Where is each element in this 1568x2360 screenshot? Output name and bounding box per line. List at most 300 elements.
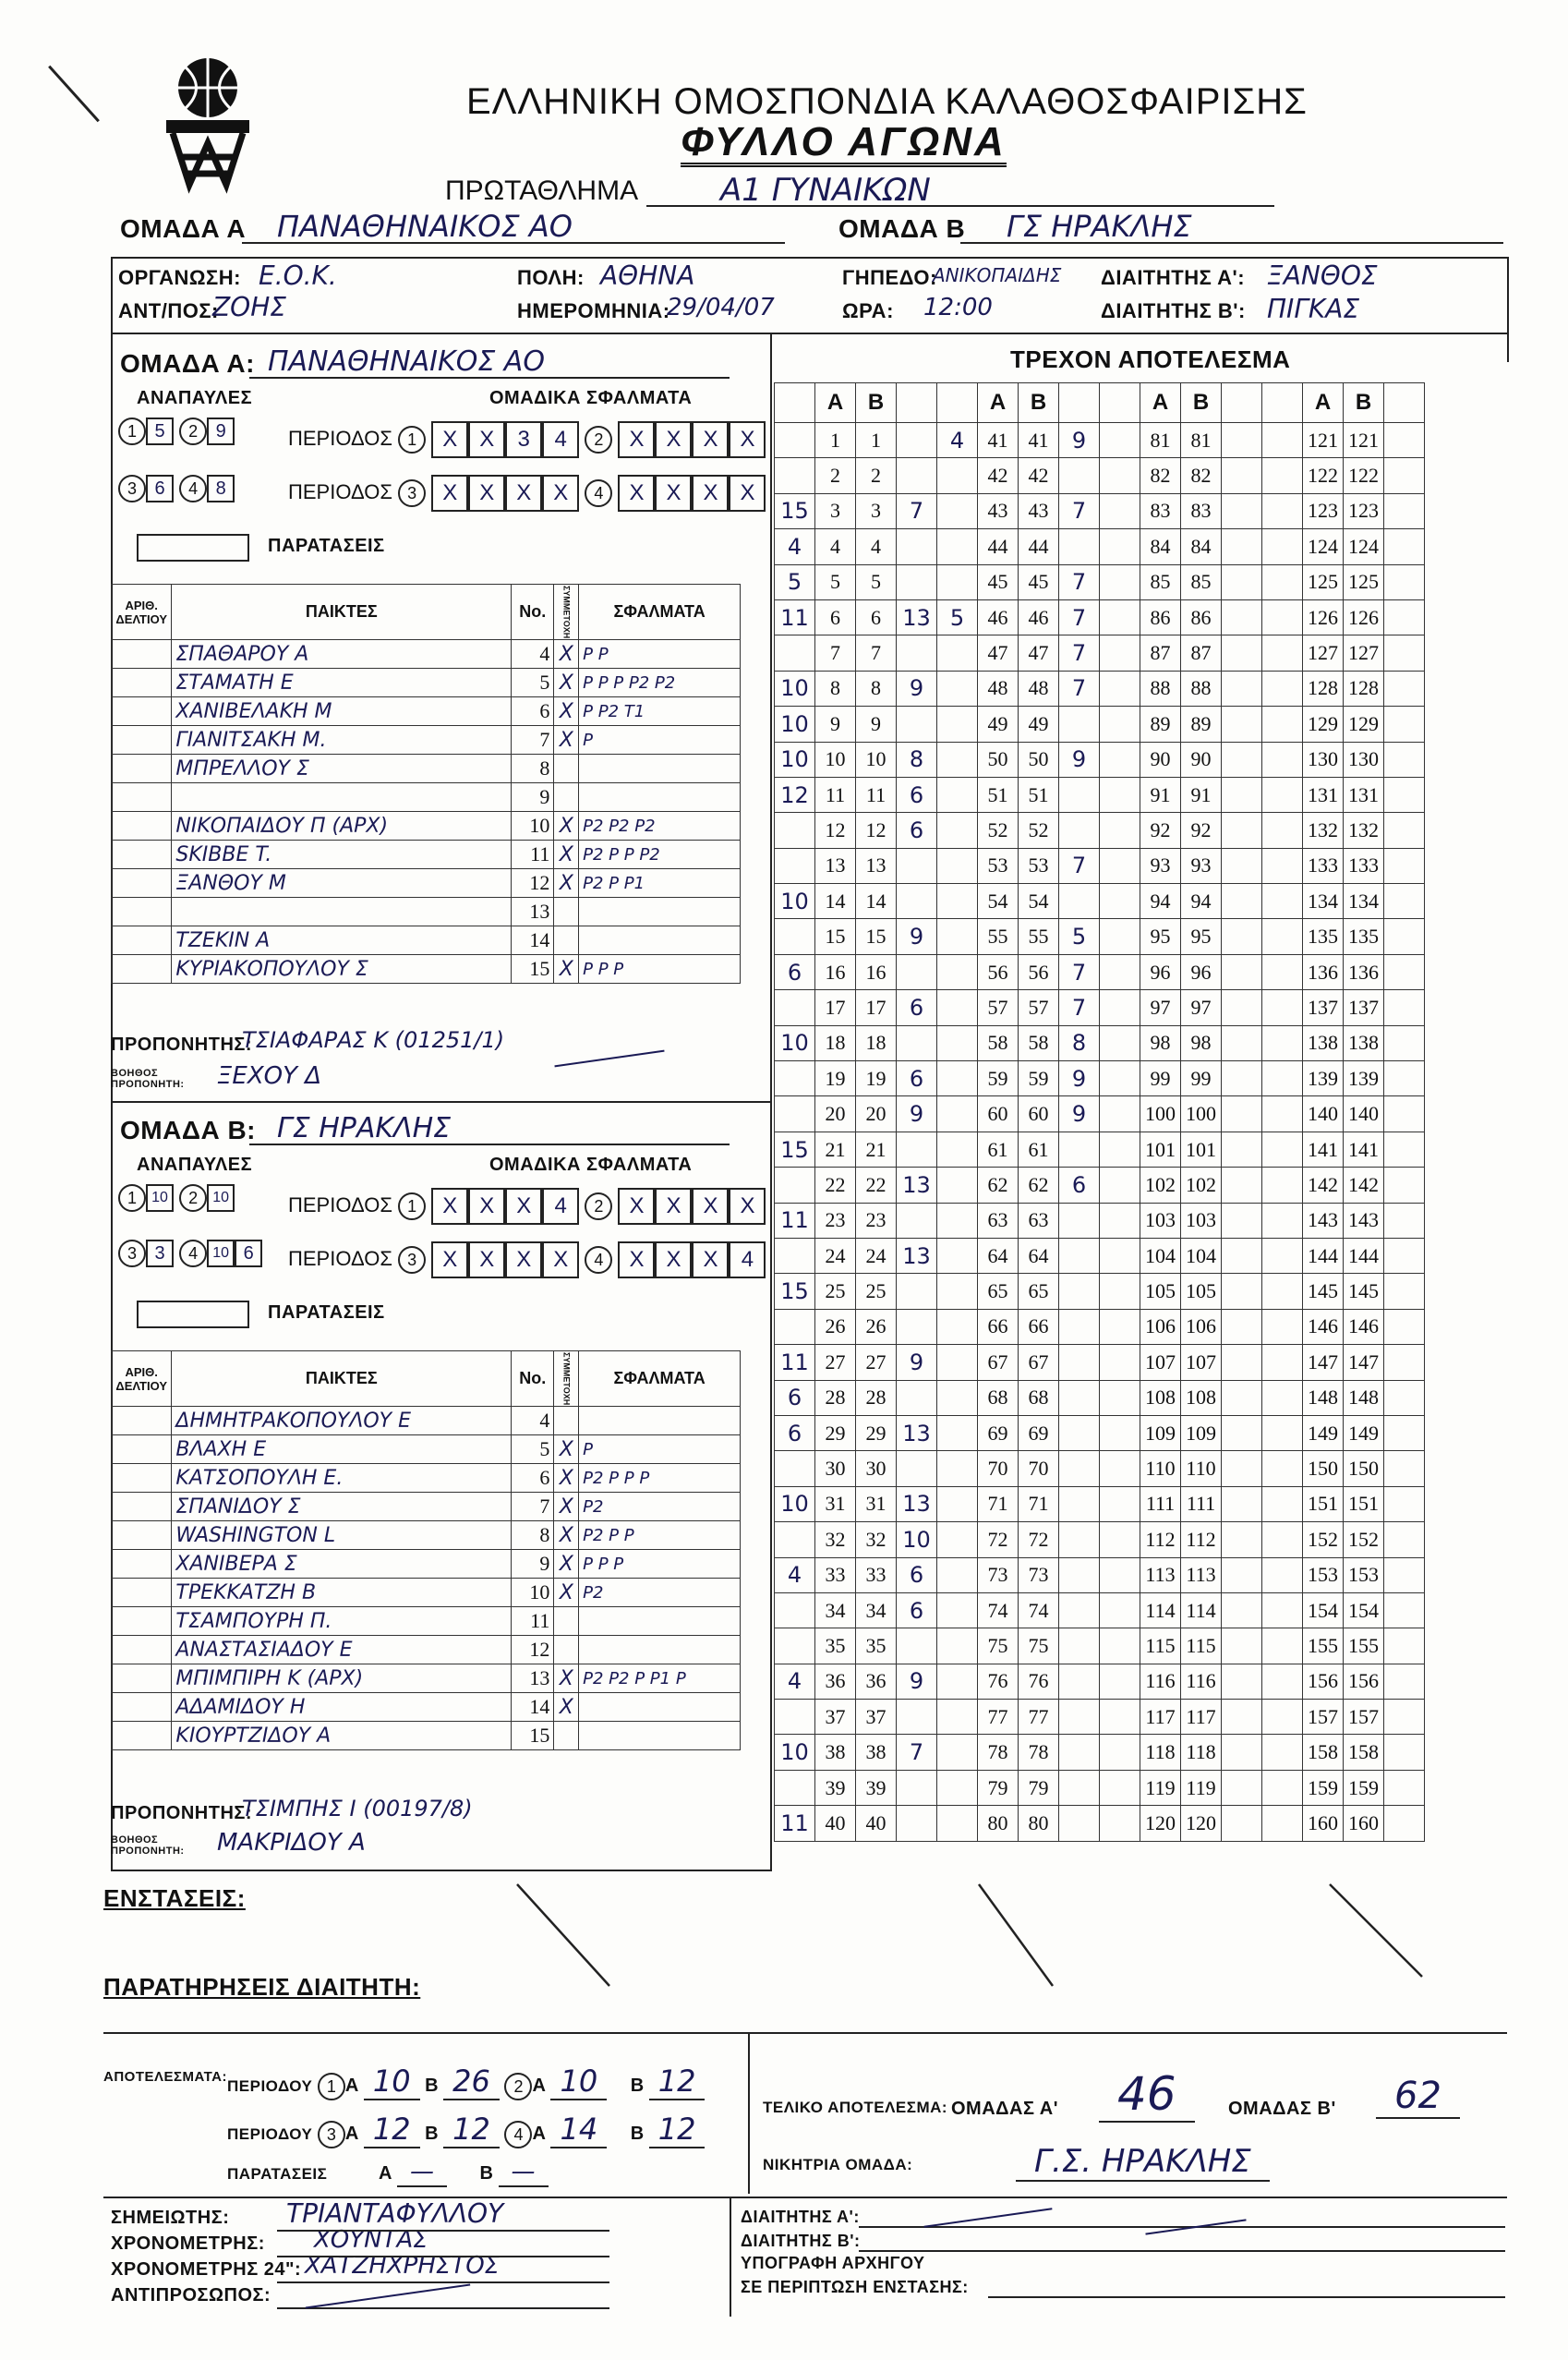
- score-a-cell: 43: [978, 493, 1019, 528]
- score-row: [775, 813, 1425, 848]
- score-row: [775, 1238, 1425, 1273]
- score-a-cell: 76: [978, 1664, 1019, 1699]
- score-a-cell: 98: [1140, 1025, 1181, 1060]
- scorer-a-mark: [937, 990, 978, 1025]
- score-a-cell: 101: [1140, 1132, 1181, 1167]
- referee1-signature: [924, 2208, 1053, 2227]
- score-b-cell: 37: [856, 1700, 897, 1735]
- scorer-b-mark: [1222, 599, 1262, 635]
- team-a-player-name: [172, 898, 512, 926]
- team-b-player-fouls: [579, 1407, 741, 1435]
- scorer-b-mark: [1384, 813, 1425, 848]
- scorer-a-mark: 5: [937, 599, 978, 635]
- team-a-block-name: ΠΑΝΑΘΗΝΑΙΚΟΣ ΑΟ: [268, 345, 545, 378]
- score-a-cell: 91: [1140, 777, 1181, 812]
- scorer-a-mark: [937, 777, 978, 812]
- score-b-cell: 15: [856, 919, 897, 954]
- score-b-cell: 11: [856, 777, 897, 812]
- team-b-block-name: ΓΣ ΗΡΑΚΛΗΣ: [277, 1112, 452, 1144]
- scorer-b-mark: [1059, 1415, 1100, 1450]
- scorer-b-mark: [1384, 1557, 1425, 1592]
- scorer-b-mark: [1384, 599, 1425, 635]
- scorer-b-mark: 7: [1059, 599, 1100, 635]
- score-b-cell: 112: [1181, 1522, 1222, 1557]
- score-b-cell: 61: [1019, 1132, 1059, 1167]
- score-b-cell: 130: [1344, 742, 1384, 777]
- score-a-cell: 24: [815, 1238, 856, 1273]
- scorer-a-mark: 6: [775, 1380, 815, 1415]
- scorer-a-mark: [1262, 919, 1303, 954]
- score-b-cell: 34: [856, 1592, 897, 1628]
- scorer-b-mark: [1059, 1274, 1100, 1309]
- scorer-a-mark: [1100, 635, 1140, 671]
- score-b-cell: 47: [1019, 635, 1059, 671]
- team-b-players-table: ΑΡΙΘ. ΔΕΛΤΙΟΥ ΠΑΙΚΤΕΣ No. ΣΥΜΜΕΤΟΧΗ ΣΦΑΛΜΑΤΑ ΔΗΜΗΤΡΑΚΟΠΟΥΛΟΥ Ε 4 ΒΛΑΧΗ Ε 5 X P ΚΑΤΣΟΠΟΥΛΗ Ε. 6 X P2 P P P ΣΠΑΝΙΔΟΥ Σ 7 X P2 WASHINGTON L 8 X P2 P P ΧΑΝΙΒΕΡΑ Σ 9 X P P P ΤΡΕΚΚΑΤΖΗ Β 10 X P2 ΤΣΑΜΠΟΥΡΗ Π. 11 ΑΝΑΣΤΑΣΙΑΔΟΥ Ε 12 ΜΠΙΜΠΙΡΗ Κ (ΑΡΧ) 13 X P2 P2 P P1 P ΑΔΑΜΙΔΟΥ Η 14 X ΚΙΟΥΡΤΖΙΔΟΥ Α 15: [111, 1350, 741, 1750]
- scorer-b-mark: 6: [897, 813, 937, 848]
- scorer-b-mark: [897, 564, 937, 599]
- team-b-player-fouls: [579, 1607, 741, 1636]
- scorer-b-mark: [1384, 1238, 1425, 1273]
- score-a-cell: 26: [815, 1309, 856, 1344]
- score-a-cell: 138: [1303, 1025, 1344, 1060]
- scorer-b-mark: 9: [897, 919, 937, 954]
- score-a-cell: 109: [1140, 1415, 1181, 1450]
- pen-mark: [48, 66, 100, 122]
- score-a-cell: 52: [978, 813, 1019, 848]
- score-b-cell: 39: [856, 1770, 897, 1805]
- score-b-cell: 19: [856, 1061, 897, 1096]
- team-a-player-row: [112, 898, 741, 926]
- scorer-a-mark: [1100, 1700, 1140, 1735]
- team-b-fouls-p1: ΠΕΡΙΟΔΟΣ 1 X X X 4 2 X X X X: [288, 1188, 766, 1225]
- scorer-a-mark: [1100, 990, 1140, 1025]
- team-b-player-row: [112, 1579, 741, 1607]
- score-a-cell: 67: [978, 1345, 1019, 1380]
- timer24-label: ΧΡΟΝΟΜΕΤΡΗΣ 24":: [111, 2259, 302, 2280]
- score-a-cell: 87: [1140, 635, 1181, 671]
- scorer-a-mark: [775, 1309, 815, 1344]
- score-b-cell: 124: [1344, 529, 1384, 564]
- scorer-b-mark: [1384, 990, 1425, 1025]
- score-a-cell: 73: [978, 1557, 1019, 1592]
- score-b-cell: 8: [856, 671, 897, 706]
- venue-value: ΑΝΙΚΟΠΑΙΔΗΣ: [933, 264, 1062, 286]
- scorer-a-mark: [1262, 529, 1303, 564]
- score-b-cell: 79: [1019, 1770, 1059, 1805]
- scorer-a-mark: [1262, 1132, 1303, 1167]
- team-b-assistant-label: ΒΟΗΘΟΣ ΠΡΟΠΟΝΗΤΗ:: [111, 1834, 185, 1857]
- scorer-a-mark: [1262, 707, 1303, 742]
- results-label: ΑΠΟΤΕΛΕΣΜΑΤΑ:: [103, 2069, 227, 2085]
- scorer-b-mark: [1384, 707, 1425, 742]
- score-b-cell: 143: [1344, 1203, 1384, 1238]
- score-a-cell: 78: [978, 1735, 1019, 1770]
- winner-value: Γ.Σ. ΗΡΑΚΛΗΣ: [1016, 2143, 1270, 2182]
- scorer-b-mark: [1384, 635, 1425, 671]
- score-a-cell: 151: [1303, 1486, 1344, 1521]
- scorer-a-mark: [1262, 1770, 1303, 1805]
- scorer-a-mark: [1100, 1238, 1140, 1273]
- score-b-cell: 160: [1344, 1806, 1384, 1841]
- team-a-player-fouls: P P2 T1: [579, 697, 741, 726]
- scorer-a-mark: [937, 848, 978, 883]
- team-a-player-name: ΓΙΑΝΙΤΣΑΚΗ Μ.: [172, 726, 512, 755]
- score-a-cell: 21: [815, 1132, 856, 1167]
- scorer-b-mark: [1222, 707, 1262, 742]
- team-b-player-name: ΚΑΤΣΟΠΟΥΛΗ Ε.: [172, 1464, 512, 1493]
- scorer-b-mark: 9: [897, 1345, 937, 1380]
- score-a-cell: 51: [978, 777, 1019, 812]
- scorer-b-mark: 13: [897, 599, 937, 635]
- team-b-player-participation: X: [554, 1493, 579, 1521]
- scorer-a-mark: [1100, 1557, 1140, 1592]
- score-b-cell: 53: [1019, 848, 1059, 883]
- scorer-a-mark: [775, 635, 815, 671]
- scorer-a-mark: [937, 1132, 978, 1167]
- commissioner-label: ΑΝΤ/ΠΟΣ:: [118, 299, 219, 322]
- score-a-cell: 159: [1303, 1770, 1344, 1805]
- scorer-a-mark: [1262, 1025, 1303, 1060]
- scorer-b-mark: [897, 1451, 937, 1486]
- date-label: ΗΜΕΡΟΜΗΝΙΑ:: [517, 299, 670, 322]
- scorer-b-mark: [1222, 1522, 1262, 1557]
- score-a-cell: 30: [815, 1451, 856, 1486]
- scorer-a-mark: [1100, 1203, 1140, 1238]
- score-row: [775, 564, 1425, 599]
- scorer-b-mark: [897, 1309, 937, 1344]
- team-b-timeouts-row2: 3 3 4 10 6: [118, 1240, 262, 1267]
- team-b-player-number: 10: [512, 1579, 554, 1607]
- score-a-cell: 16: [815, 954, 856, 989]
- scorer-b-mark: 8: [1059, 1025, 1100, 1060]
- team-b-player-number: 8: [512, 1521, 554, 1550]
- score-a-cell: 77: [978, 1700, 1019, 1735]
- score-b-cell: 107: [1181, 1345, 1222, 1380]
- score-a-cell: 74: [978, 1592, 1019, 1628]
- team-a-fouls-p1: ΠΕΡΙΟΔΟΣ 1 X X 3 4 2 X X X X: [288, 421, 766, 458]
- score-row: [775, 1415, 1425, 1450]
- captain-sign-label1: ΥΠΟΓΡΑΦΗ ΑΡΧΗΓΟΥ: [741, 2254, 925, 2272]
- score-a-cell: 71: [978, 1486, 1019, 1521]
- scorer-b-mark: [897, 954, 937, 989]
- scorer-b-mark: [1059, 1770, 1100, 1805]
- score-b-cell: 72: [1019, 1522, 1059, 1557]
- scorer-a-mark: [1100, 919, 1140, 954]
- scorer-a-mark: [1262, 1380, 1303, 1415]
- scorer-b-mark: 7: [897, 493, 937, 528]
- score-b-cell: 42: [1019, 458, 1059, 493]
- score-a-cell: 45: [978, 564, 1019, 599]
- score-a-cell: 6: [815, 599, 856, 635]
- scorer-b-mark: [1384, 742, 1425, 777]
- score-a-cell: 85: [1140, 564, 1181, 599]
- scorer-b-mark: [1384, 1770, 1425, 1805]
- team-a-player-row: [112, 955, 741, 984]
- score-a-cell: 22: [815, 1168, 856, 1203]
- team-a-name: ΠΑΝΑΘΗΝΑΙΚΟΣ ΑΟ: [277, 209, 573, 244]
- team-a-player-number: 7: [512, 726, 554, 755]
- score-b-cell: 35: [856, 1628, 897, 1664]
- scorer-a-mark: [937, 1238, 978, 1273]
- score-a-cell: 68: [978, 1380, 1019, 1415]
- score-a-cell: 155: [1303, 1628, 1344, 1664]
- score-a-cell: 107: [1140, 1345, 1181, 1380]
- score-a-cell: 9: [815, 707, 856, 742]
- team-b-player-name: ΒΛΑΧΗ Ε: [172, 1435, 512, 1464]
- scorer-b-mark: [1222, 1628, 1262, 1664]
- team-a-player-name: ΣΠΑΘΑΡΟΥ Α: [172, 640, 512, 669]
- score-b-cell: 157: [1344, 1700, 1384, 1735]
- scorer-a-mark: [1262, 1592, 1303, 1628]
- scorer-a-mark: [1100, 1628, 1140, 1664]
- score-b-cell: 49: [1019, 707, 1059, 742]
- scorer-b-mark: [1059, 1806, 1100, 1841]
- team-a-player-number: 8: [512, 755, 554, 783]
- team-b-player-row: [112, 1407, 741, 1435]
- score-b-cell: 135: [1344, 919, 1384, 954]
- scorer-b-mark: [1222, 1274, 1262, 1309]
- scorer-b-mark: [897, 1132, 937, 1167]
- scorer-b-mark: 9: [897, 1096, 937, 1132]
- score-b-cell: 137: [1344, 990, 1384, 1025]
- score-a-cell: 3: [815, 493, 856, 528]
- scorer-a-mark: [1100, 1806, 1140, 1841]
- score-b-cell: 66: [1019, 1309, 1059, 1344]
- team-b-player-number: 11: [512, 1607, 554, 1636]
- team-b-player-participation: X: [554, 1464, 579, 1493]
- team-b-player-participation: [554, 1722, 579, 1750]
- scorer-a-mark: [1100, 671, 1140, 706]
- score-b-cell: 44: [1019, 529, 1059, 564]
- scorer-b-mark: [1222, 1132, 1262, 1167]
- score-row: [775, 493, 1425, 528]
- scorer-a-mark: [937, 1380, 978, 1415]
- score-a-cell: 157: [1303, 1700, 1344, 1735]
- score-b-cell: 29: [856, 1415, 897, 1450]
- team-b-player-name: ΑΝΑΣΤΑΣΙΑΔΟΥ Ε: [172, 1636, 512, 1664]
- score-a-cell: 5: [815, 564, 856, 599]
- sign-ref1-label: ΔΙΑΙΤΗΤΗΣ Α':: [741, 2208, 860, 2226]
- score-a-cell: 42: [978, 458, 1019, 493]
- score-a-cell: 125: [1303, 564, 1344, 599]
- scorer-a-mark: [1100, 813, 1140, 848]
- scorer-b-mark: 9: [1059, 1096, 1100, 1132]
- scorer-b-mark: [1059, 1309, 1100, 1344]
- scorer-b-mark: [897, 458, 937, 493]
- scorer-a-mark: [1262, 884, 1303, 919]
- score-b-cell: 155: [1344, 1628, 1384, 1664]
- team-b-coach-value: ΤΣΙΜΠΗΣ Ι (00197/8): [242, 1796, 473, 1821]
- final-score-label: ΤΕΛΙΚΟ ΑΠΟΤΕΛΕΣΜΑ:: [763, 2099, 948, 2116]
- score-b-cell: 5: [856, 564, 897, 599]
- score-a-cell: 19: [815, 1061, 856, 1096]
- team-a-player-participation: [554, 783, 579, 812]
- scorer-b-mark: 7: [1059, 635, 1100, 671]
- score-b-cell: 14: [856, 884, 897, 919]
- score-a-cell: 60: [978, 1096, 1019, 1132]
- scorer-b-mark: [1384, 954, 1425, 989]
- score-a-cell: 59: [978, 1061, 1019, 1096]
- score-b-cell: 118: [1181, 1735, 1222, 1770]
- score-a-cell: 61: [978, 1132, 1019, 1167]
- score-row: [775, 1770, 1425, 1805]
- scorer-b-mark: 6: [897, 990, 937, 1025]
- scorer-b-mark: [897, 1700, 937, 1735]
- score-a-cell: 150: [1303, 1451, 1344, 1486]
- score-b-cell: 84: [1181, 529, 1222, 564]
- score-b-cell: 102: [1181, 1168, 1222, 1203]
- score-b-cell: 104: [1181, 1238, 1222, 1273]
- score-b-cell: 133: [1344, 848, 1384, 883]
- team-b-player-row: [112, 1722, 741, 1750]
- score-b-cell: 77: [1019, 1700, 1059, 1735]
- team-a-player-name: [172, 783, 512, 812]
- scorer-a-mark: [1100, 742, 1140, 777]
- score-a-cell: 105: [1140, 1274, 1181, 1309]
- score-col-header: B: [856, 383, 897, 423]
- scorer-a-mark: 10: [775, 671, 815, 706]
- score-b-cell: 109: [1181, 1415, 1222, 1450]
- date-value: 29/04/07: [667, 294, 775, 321]
- scorer-a-mark: 11: [775, 599, 815, 635]
- score-a-cell: 117: [1140, 1700, 1181, 1735]
- scorer-a-mark: [1262, 1309, 1303, 1344]
- score-b-cell: 151: [1344, 1486, 1384, 1521]
- captain-sign-label2: ΣΕ ΠΕΡΙΠΤΩΣΗ ΕΝΣΤΑΣΗΣ:: [741, 2278, 969, 2296]
- score-b-cell: 111: [1181, 1486, 1222, 1521]
- team-a-player-row: [112, 783, 741, 812]
- scorer-a-mark: [1262, 1700, 1303, 1735]
- score-b-cell: 59: [1019, 1061, 1059, 1096]
- scorer-a-mark: [937, 1345, 978, 1380]
- protests-label: ΕΝΣΤΑΣΕΙΣ:: [103, 1884, 246, 1912]
- team-b-ot-box: [137, 1301, 249, 1328]
- team-a-player-name: ΣΤΑΜΑΤΗ Ε: [172, 669, 512, 697]
- team-a-player-number: 4: [512, 640, 554, 669]
- score-b-cell: 106: [1181, 1309, 1222, 1344]
- scorer-b-mark: [1059, 1592, 1100, 1628]
- score-b-cell: 95: [1181, 919, 1222, 954]
- score-col-header: B: [1344, 383, 1384, 423]
- scorer-a-mark: [1262, 1451, 1303, 1486]
- sign-ref2-label: ΔΙΑΙΤΗΤΗΣ Β':: [741, 2232, 861, 2250]
- scorer-a-mark: [937, 1274, 978, 1309]
- scorer-a-mark: [937, 635, 978, 671]
- score-b-cell: 18: [856, 1025, 897, 1060]
- score-a-cell: 123: [1303, 493, 1344, 528]
- scorer-b-mark: [1059, 1700, 1100, 1735]
- scorer-a-mark: [1100, 1274, 1140, 1309]
- score-b-cell: 153: [1344, 1557, 1384, 1592]
- timer-label: ΧΡΟΝΟΜΕΤΡΗΣ:: [111, 2233, 265, 2254]
- scorer-a-mark: 10: [775, 1025, 815, 1060]
- scorer-a-mark: [937, 884, 978, 919]
- score-a-cell: 48: [978, 671, 1019, 706]
- score-b-cell: 146: [1344, 1309, 1384, 1344]
- team-a-coach-label: ΠΡΟΠΟΝΗΤΗΣ:: [111, 1035, 253, 1055]
- final-team-a-score: 46: [1099, 2067, 1195, 2123]
- score-a-cell: 56: [978, 954, 1019, 989]
- score-a-cell: 83: [1140, 493, 1181, 528]
- team-b-timeouts-row1: 1 10 2 10: [118, 1184, 235, 1212]
- scorer-a-mark: [1100, 954, 1140, 989]
- score-b-cell: 145: [1344, 1274, 1384, 1309]
- scorer-a-mark: [775, 458, 815, 493]
- score-b-cell: 76: [1019, 1664, 1059, 1699]
- score-a-cell: 35: [815, 1628, 856, 1664]
- score-a-cell: 72: [978, 1522, 1019, 1557]
- score-b-cell: 33: [856, 1557, 897, 1592]
- score-b-cell: 74: [1019, 1592, 1059, 1628]
- scorer-b-mark: [1222, 1096, 1262, 1132]
- score-b-cell: 4: [856, 529, 897, 564]
- team-b-player-fouls: P P P: [579, 1550, 741, 1579]
- scorer-b-mark: 7: [1059, 671, 1100, 706]
- team-a-player-number: 6: [512, 697, 554, 726]
- scorer-b-mark: [1222, 884, 1262, 919]
- scorer-b-mark: [1384, 1061, 1425, 1096]
- scorer-a-mark: 4: [775, 1664, 815, 1699]
- scorer-b-mark: [1384, 1415, 1425, 1450]
- scorer-b-mark: [1059, 1380, 1100, 1415]
- team-b-player-participation: [554, 1636, 579, 1664]
- scorer-a-mark: [937, 1061, 978, 1096]
- scorer-b-mark: [1059, 777, 1100, 812]
- team-b-player-participation: X: [554, 1435, 579, 1464]
- team-b-player-row: [112, 1493, 741, 1521]
- score-a-cell: 86: [1140, 599, 1181, 635]
- scorer-b-mark: [1059, 884, 1100, 919]
- scorer-b-mark: [1222, 1664, 1262, 1699]
- score-a-cell: 99: [1140, 1061, 1181, 1096]
- team-b-player-name: ΣΠΑΝΙΔΟΥ Σ: [172, 1493, 512, 1521]
- scorer-a-mark: [937, 1557, 978, 1592]
- score-b-cell: 73: [1019, 1557, 1059, 1592]
- score-b-cell: 69: [1019, 1415, 1059, 1450]
- score-a-cell: 112: [1140, 1522, 1181, 1557]
- scorer-b-mark: [1059, 1735, 1100, 1770]
- scorer-a-mark: [937, 1203, 978, 1238]
- team-a-player-fouls: P2 P P P2: [579, 841, 741, 869]
- score-a-cell: 70: [978, 1451, 1019, 1486]
- scorer-b-mark: [1059, 1557, 1100, 1592]
- team-b-player-name: ΤΣΑΜΠΟΥΡΗ Π.: [172, 1607, 512, 1636]
- score-row: [775, 1132, 1425, 1167]
- time-value: 12:00: [923, 294, 993, 321]
- team-b-player-participation: X: [554, 1579, 579, 1607]
- score-a-cell: 132: [1303, 813, 1344, 848]
- score-b-cell: 7: [856, 635, 897, 671]
- score-b-cell: 52: [1019, 813, 1059, 848]
- scorer-b-mark: [897, 423, 937, 458]
- final-team-a-label: ΟΜΑΔΑΣ Α': [951, 2099, 1058, 2119]
- scorer-b-mark: [1222, 1592, 1262, 1628]
- team-b-player-number: 12: [512, 1636, 554, 1664]
- score-b-cell: 17: [856, 990, 897, 1025]
- score-row: [775, 777, 1425, 812]
- score-a-cell: 96: [1140, 954, 1181, 989]
- score-a-cell: 34: [815, 1592, 856, 1628]
- scorer-a-mark: [775, 1522, 815, 1557]
- score-a-cell: 149: [1303, 1415, 1344, 1450]
- scorer-a-mark: [1262, 1274, 1303, 1309]
- team-a-ot-box: [137, 534, 249, 562]
- scorer-b-mark: [1059, 1203, 1100, 1238]
- score-row: [775, 1274, 1425, 1309]
- score-row: [775, 1522, 1425, 1557]
- scorer-b-mark: [1059, 1664, 1100, 1699]
- score-a-cell: 110: [1140, 1451, 1181, 1486]
